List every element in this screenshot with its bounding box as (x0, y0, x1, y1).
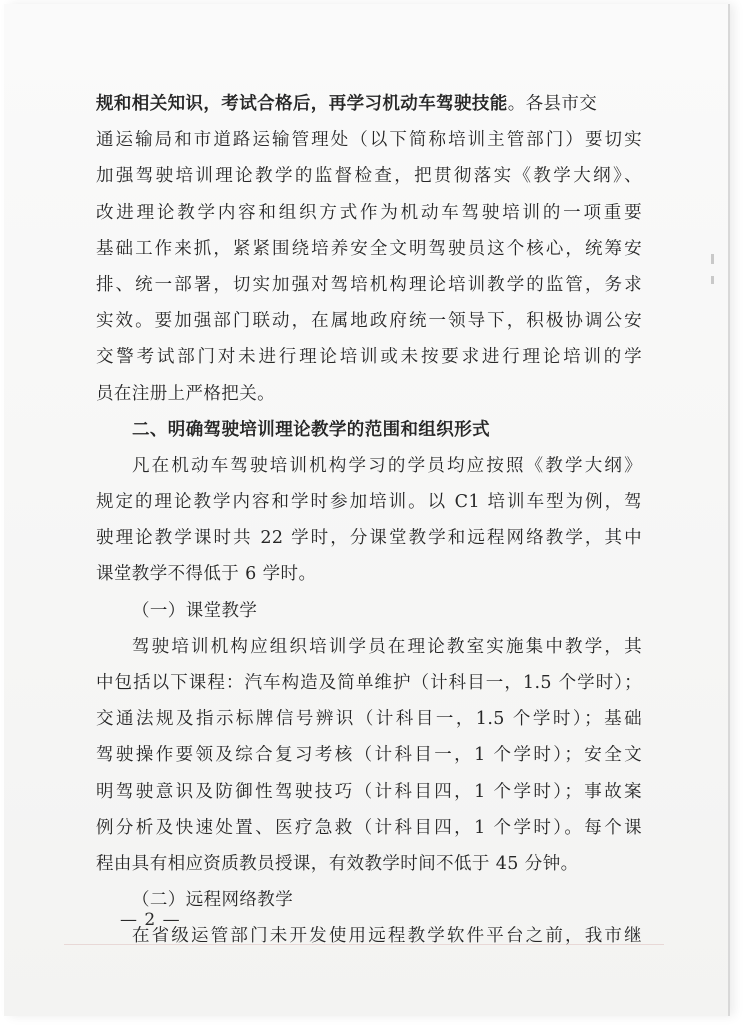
paragraph-3-line: 驾驶操作要领及综合复习考核（计科目一，1 个学时）；安全文 (96, 745, 642, 766)
page-number: — 2 — (120, 910, 181, 930)
paragraph-1-line: 改进理论教学内容和组织方式作为机动车驾驶培训的一项重要 (96, 202, 642, 223)
paragraph-3-line: 明驾驶意识及防御性驾驶技巧（计科目四，1 个学时）；事故案 (96, 781, 642, 802)
paragraph-3-line: 驾驶培训机构应组织培训学员在理论教室实施集中教学，其 (132, 636, 642, 657)
section-heading-2: 二、明确驾驶培训理论教学的范围和组织形式 (132, 419, 490, 440)
paragraph-4-line: 在省级运管部门未开发使用远程教学软件平台之前，我市继 (132, 926, 642, 947)
emphasis-text: 规和相关知识，考试合格后，再学习机动车驾驶技能 (96, 94, 508, 114)
subsection-heading-2: （二）远程网络教学 (132, 890, 294, 911)
paragraph-1-continuation: 。各县市交 (507, 94, 598, 114)
paragraph-3-line: 中包括以下课程：汽车构造及简单维护（计科目一，1.5 个学时）； (96, 673, 642, 693)
paragraph-2-line: 规定的理论教学内容和学时参加培训。以 C1 培训车型为例，驾 (96, 492, 642, 513)
paragraph-2-line: 凡在机动车驾驶培训机构学习的学员均应按照《教学大纲》 (132, 455, 642, 476)
paragraph-3-line: 交通法规及指示标牌信号辨识（计科目一，1.5 个学时）；基础 (96, 709, 642, 730)
paragraph-1-line: 加强驾驶培训理论教学的监督检查，把贯彻落实《教学大纲》、 (96, 166, 642, 187)
paragraph-1-line: 通运输局和市道路运输管理处（以下简称培训主管部门）要切实 (96, 130, 642, 151)
paragraph-1-line: 交警考试部门对未进行理论培训或未按要求进行理论培训的学 (96, 347, 642, 368)
paragraph-1-line: 员在注册上严格把关。 (96, 383, 275, 404)
scan-edge-mark (711, 276, 714, 284)
paragraph-1-line: 实效。要加强部门联动，在属地政府统一领导下，积极协调公安 (96, 311, 642, 332)
paragraph-3-line: 程由具有相应资质教员授课，有效教学时间不低于 45 分钟。 (96, 853, 579, 874)
document-page (4, 4, 728, 1016)
document-body (96, 86, 642, 955)
footer-rule (64, 944, 664, 945)
scan-edge-mark (711, 254, 714, 264)
paragraph-1-line-1 (96, 86, 642, 122)
paragraph-2-line: 驶理论教学课时共 22 学时，分课堂教学和远程网络教学，其中 (96, 528, 642, 549)
paragraph-1-line: 基础工作来抓，紧紧围绕培养安全文明驾驶员这个核心，统筹安 (96, 238, 642, 259)
paragraph-1-line: 排、统一部署，切实加强对驾培机构理论培训教学的监管，务求 (96, 274, 642, 295)
paragraph-3-line: 例分析及快速处置、医疗急救（计科目四，1 个学时）。每个课 (96, 817, 642, 838)
subsection-heading-1: （一）课堂教学 (132, 600, 258, 621)
paragraph-2-line: 课堂教学不得低于 6 学时。 (96, 564, 317, 585)
